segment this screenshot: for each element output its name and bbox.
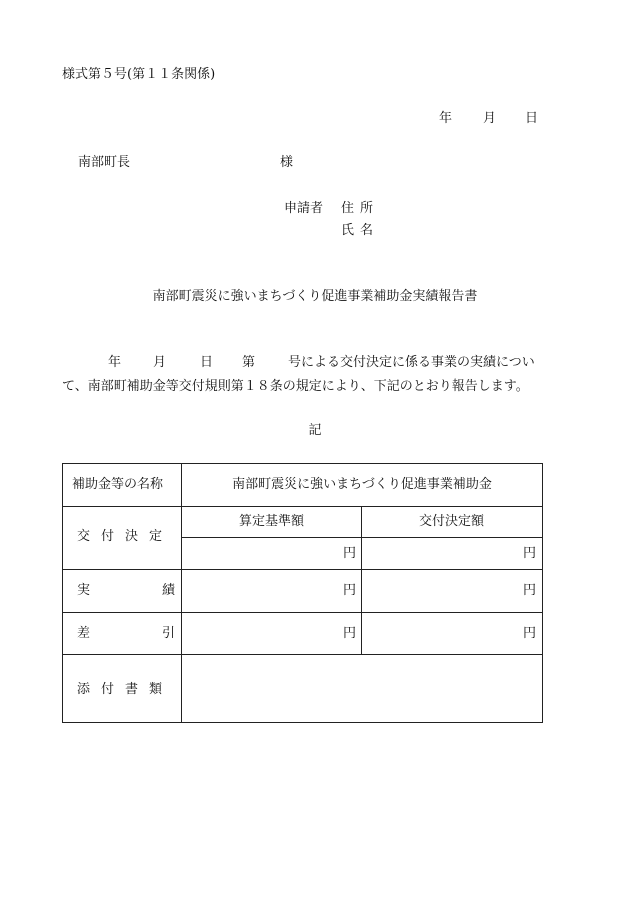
subsidy-name-value: 南部町震災に強いまちづくり促進事業補助金 — [232, 477, 492, 492]
table-rule — [62, 463, 543, 464]
body-month: 月 — [153, 355, 167, 370]
addressee-honorific: 様 — [280, 155, 294, 170]
actual-label-char-1: 実績 — [77, 583, 248, 598]
attachments-field[interactable] — [182, 655, 542, 722]
difference-decision-yen: 円 — [523, 626, 537, 641]
body-line-2: て、南部町補助金等交付規則第１８条の規定により、下記のとおり報告します。 — [62, 379, 529, 394]
attachments-label: 添付書類 — [77, 682, 174, 697]
calc-base-yen: 円 — [343, 546, 357, 561]
address-label: 住所 — [341, 201, 380, 216]
name-label: 氏名 — [341, 223, 380, 238]
actual-decision-yen: 円 — [523, 583, 537, 598]
calc-base-header: 算定基準額 — [238, 514, 304, 529]
table-rule — [62, 569, 543, 570]
subsidy-name-label: 補助金等の名称 — [72, 477, 164, 492]
table-rule — [62, 506, 543, 507]
decision-amount-yen: 円 — [523, 546, 537, 561]
table-rule — [361, 506, 362, 655]
addressee: 南部町長 — [78, 155, 131, 170]
table-rule — [62, 612, 543, 613]
date-month-label: 月 — [483, 111, 497, 126]
decision-amount-header: 交付決定額 — [418, 514, 484, 529]
body-year: 年 — [108, 355, 122, 370]
date-day-label: 日 — [525, 111, 539, 126]
date-year-label: 年 — [439, 111, 453, 126]
applicant-label: 申請者 — [284, 201, 324, 216]
difference-calc-yen: 円 — [343, 626, 357, 641]
actual-calc-yen: 円 — [343, 583, 357, 598]
table-rule — [542, 463, 543, 723]
ki-label: 記 — [308, 423, 322, 438]
body-line-1-rest: 号による交付決定に係る事業の実績につい — [288, 355, 535, 370]
table-rule — [62, 463, 63, 723]
body-dai: 第 — [242, 355, 256, 370]
form-number: 様式第５号(第１１条関係) — [62, 67, 216, 82]
table-rule — [181, 537, 543, 538]
table-rule — [62, 722, 543, 723]
body-day: 日 — [200, 355, 214, 370]
decision-label: 交付決定 — [77, 529, 174, 544]
difference-label: 差引 — [77, 626, 248, 641]
document-title: 南部町震災に強いまちづくり促進事業補助金実績報告書 — [152, 289, 478, 304]
